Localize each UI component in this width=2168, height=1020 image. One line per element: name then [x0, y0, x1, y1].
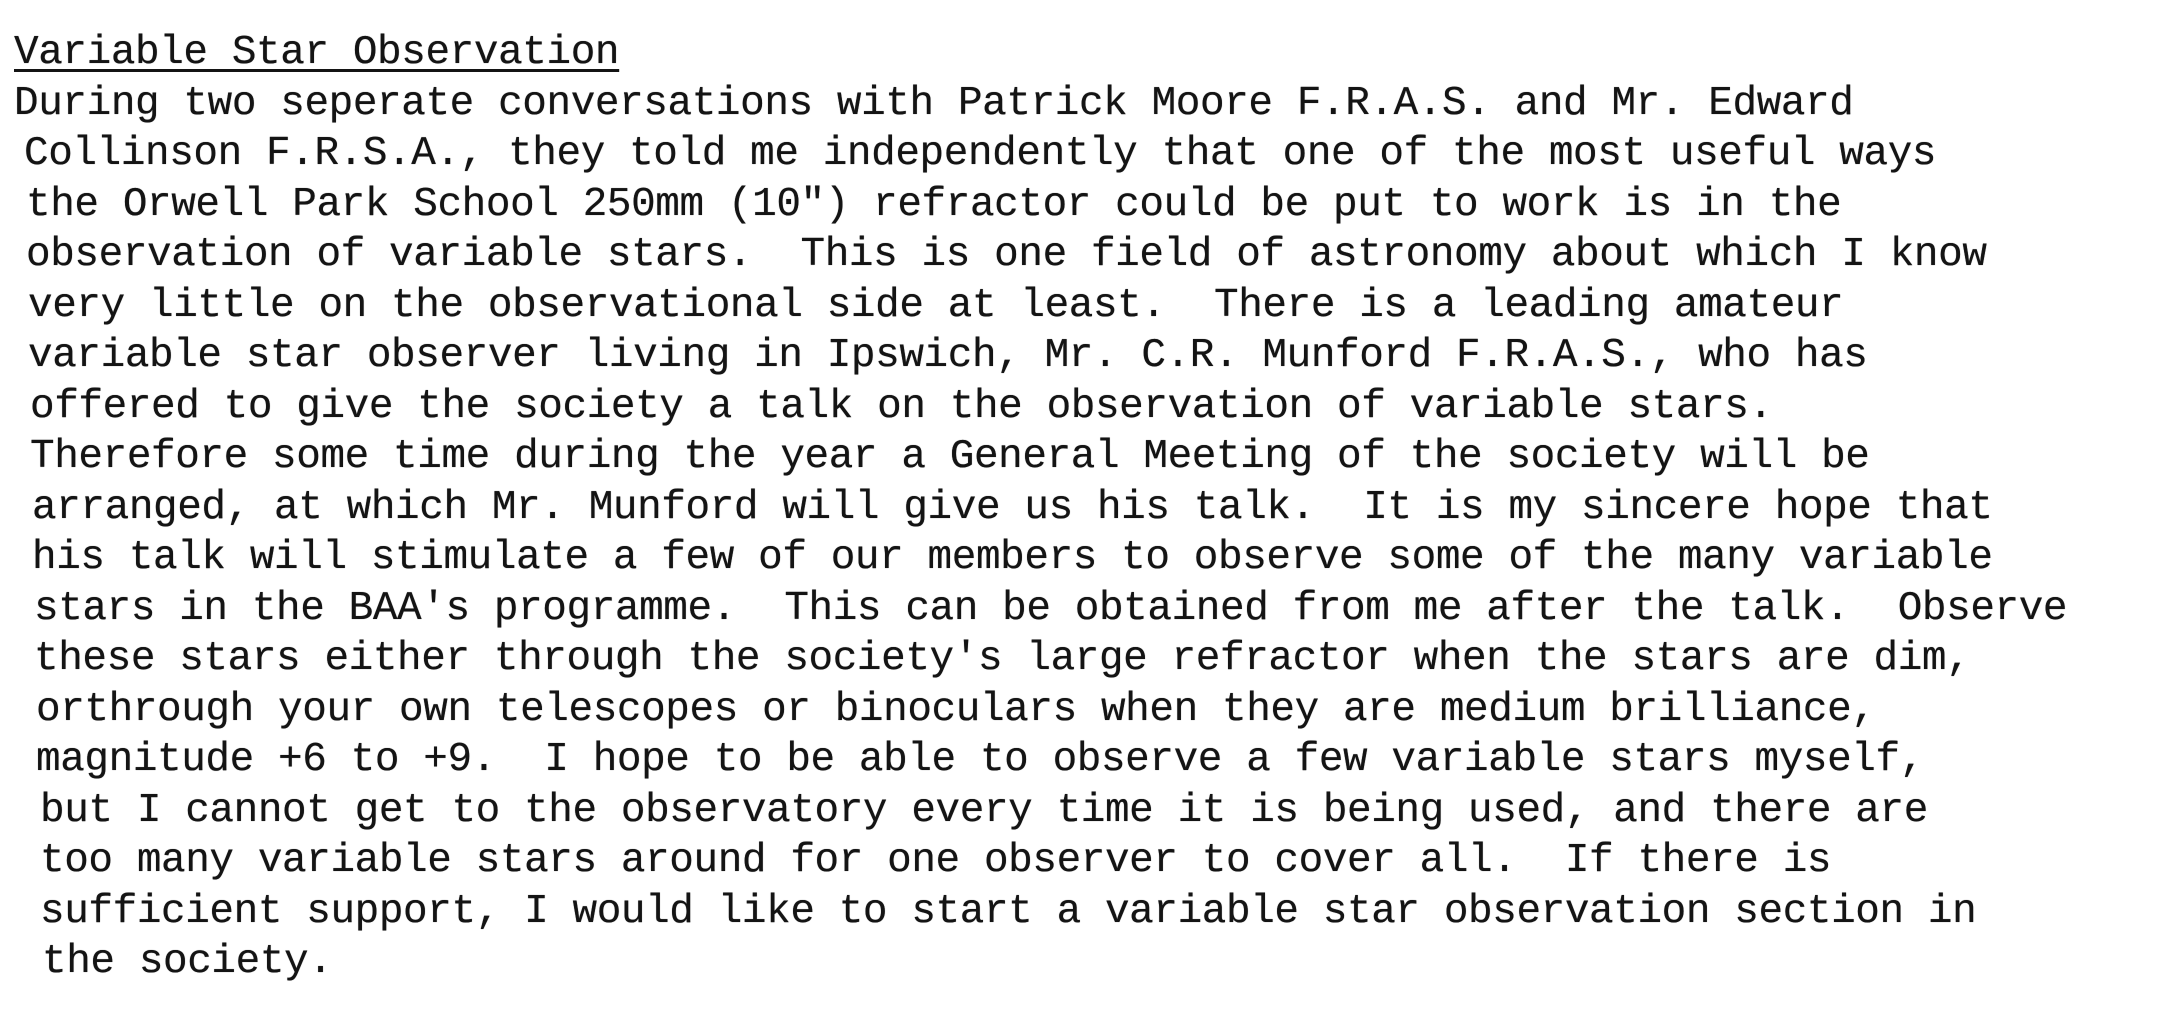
- document-title: Variable Star Observation: [14, 30, 620, 76]
- text-line: too many variable stars around for one observer to cover all. If there is: [40, 838, 1832, 884]
- text-line: During two seperate conversations with Patrick Moore F.R.A.S. and Mr. Edward: [14, 80, 1854, 127]
- document-body: [14, 28, 2154, 988]
- text-line: offered to give the society a talk on the observation of variable stars.: [30, 383, 1773, 430]
- text-line: orthrough your own telescopes or binoculars when they are medium brilliance,: [36, 686, 1876, 733]
- text-line: observation of variable stars. This is one field of astronomy about which I know: [26, 232, 1987, 278]
- text-line: variable star observer living in Ipswich, Mr. C.R. Munford F.R.A.S., who has: [28, 333, 1868, 379]
- text-line: his talk will stimulate a few of our members to observe some of the many variable: [32, 535, 1993, 581]
- text-line: but I cannot get to the observatory every time it is being used, and there are: [40, 787, 1928, 834]
- text-line: stars in the BAA's programme. This can be obtained from me after the talk. Observe: [34, 585, 2068, 632]
- text-line: the society.: [42, 939, 333, 985]
- text-line: arranged, at which Mr. Munford will give us his talk. It is my sincere hope that: [32, 484, 1993, 531]
- text-line: the Orwell Park School 250mm (10") refractor could be put to work is in the: [26, 181, 1842, 228]
- text-line: very little on the observational side at least. There is a leading amateur: [28, 282, 1844, 329]
- text-line: sufficient support, I would like to start a variable star observation section in: [40, 888, 1977, 935]
- text-line: Therefore some time during the year a General Meeting of the society will be: [30, 434, 1870, 480]
- text-line: Collinson F.R.S.A., they told me independently that one of the most useful ways: [24, 131, 1937, 177]
- text-line: magnitude +6 to +9. I hope to be able to observe a few variable stars myself,: [36, 737, 1924, 783]
- text-line: these stars either through the society's large refractor when the stars are dim,: [34, 636, 1971, 682]
